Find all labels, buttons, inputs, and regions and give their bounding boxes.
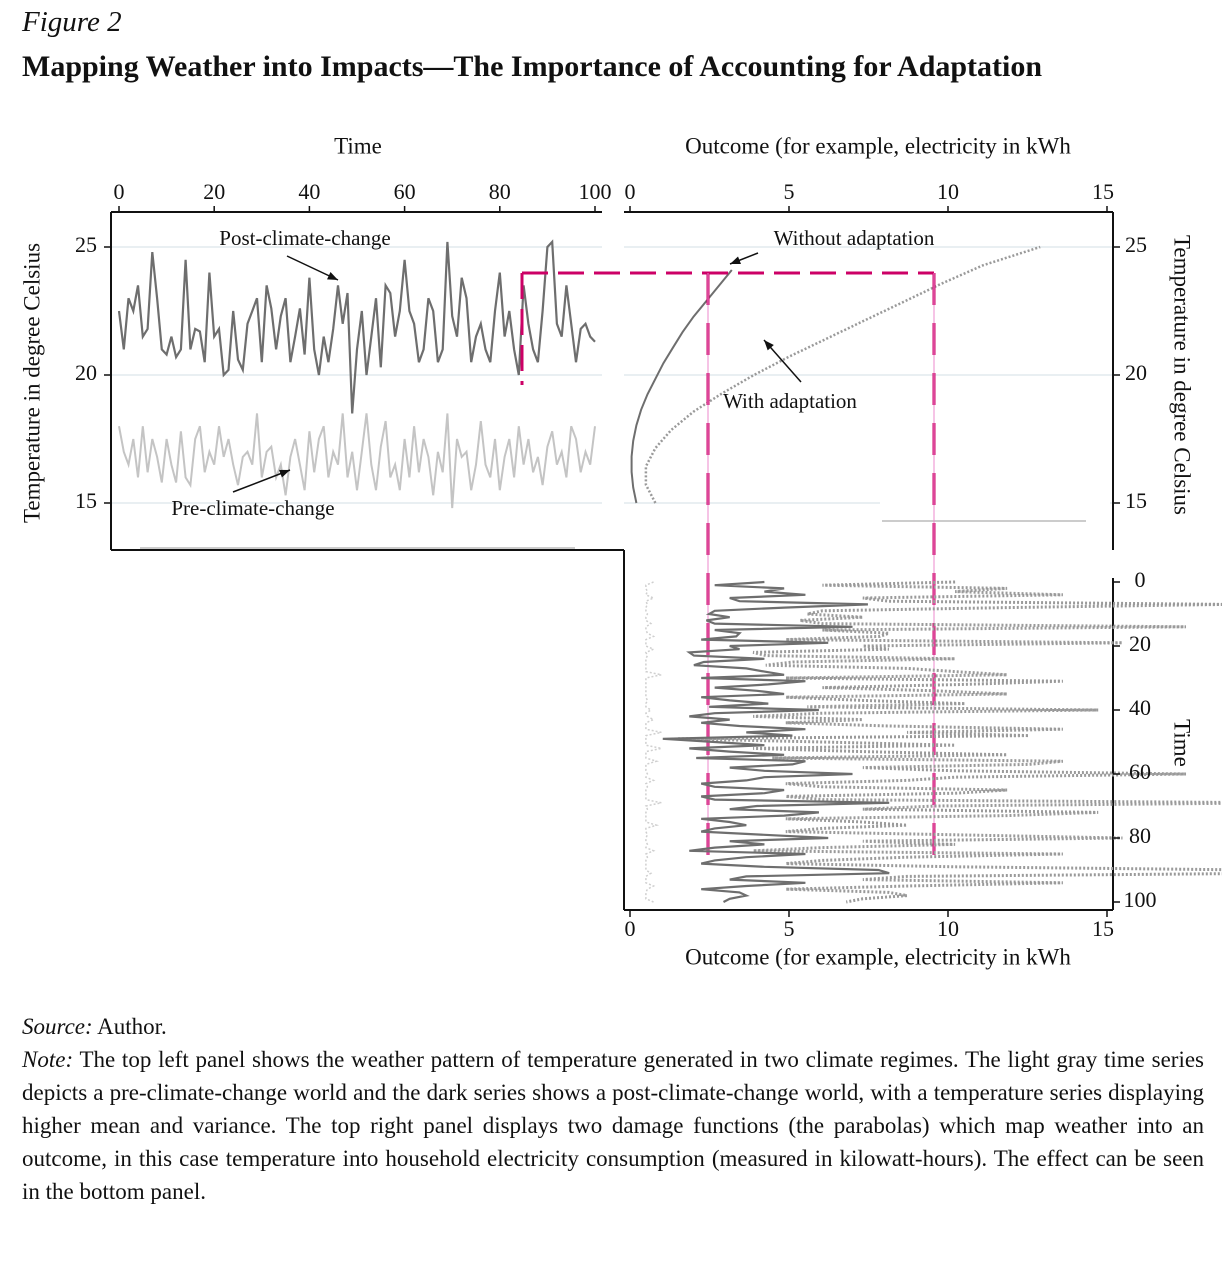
source-label: Source: <box>22 1014 93 1039</box>
temp-tick-label-left: 15 <box>75 488 97 514</box>
figure-caption <box>22 1010 1204 1208</box>
temp-axis-title-right: Temperature in degree Celsius <box>1169 234 1195 516</box>
time-tick-label-top: 40 <box>298 179 321 205</box>
time-tick-label-right: 100 <box>1123 887 1157 913</box>
post-climate-series <box>119 242 595 414</box>
time-tick-label-right: 20 <box>1129 631 1151 657</box>
time-tick-label-top: 20 <box>203 179 226 205</box>
bottom-without-adaptation-trace <box>663 582 889 902</box>
kwh-tick-label-top: 0 <box>624 179 636 205</box>
kwh-tick-label-bottom: 15 <box>1092 916 1114 942</box>
time-axis-title-top: Time <box>334 133 382 159</box>
source-text: Author. <box>97 1014 167 1039</box>
kwh-tick-label-top: 10 <box>937 179 959 205</box>
annotation-without-adaptation-arrow-head <box>730 256 741 264</box>
temp-axis-title-left: Temperature in degree Celsius <box>19 242 45 524</box>
pre-climate-series <box>119 413 595 508</box>
time-tick-label-top: 100 <box>578 179 612 205</box>
annotation-with-adaptation: With adaptation <box>723 388 857 413</box>
figure-title: Mapping Weather into Impacts—The Importance of Accounting for Adaptation <box>22 50 1043 83</box>
kwh-axis-title-bottom: Outcome (for example, electricity in kWh <box>685 944 1071 970</box>
temp-tick-label-left: 25 <box>75 232 97 258</box>
time-tick-label-top: 0 <box>113 179 125 205</box>
time-tick-label-right: 80 <box>1129 823 1151 849</box>
figure-label: Figure 2 <box>22 6 122 38</box>
note-text: The top left panel shows the weather pattern of temperature generated in two climate regimes. The light gray time series depicts a pre-climate-change world and the dark series shows a post-climate-change world, with a temperature series displaying higher mean and variance. The top right panel displays two damage functions (the parabolas) which map weather into an outcome, in this case temperature into household electricity consumption (measured in kilowatt-hours). The effect can be seen in the bottom panel. <box>22 1047 1204 1204</box>
time-axis-title-right: Time <box>1169 719 1195 767</box>
annotation-pre-climate: Pre-climate-change <box>171 495 335 520</box>
temp-tick-label-right: 15 <box>1125 488 1147 514</box>
time-tick-label-right: 60 <box>1129 759 1151 785</box>
note-label: Note: <box>22 1047 74 1072</box>
time-tick-label-top: 80 <box>488 179 511 205</box>
time-tick-label-right: 0 <box>1134 567 1146 593</box>
kwh-tick-label-top: 5 <box>783 179 795 205</box>
temp-tick-label-right: 20 <box>1125 360 1147 386</box>
kwh-tick-label-bottom: 0 <box>624 916 636 942</box>
time-tick-label-top: 60 <box>393 179 416 205</box>
kwh-axis-title-top: Outcome (for example, electricity in kWh <box>685 133 1071 159</box>
annotation-post-climate-arrow-head <box>327 272 338 280</box>
source-line <box>22 1010 1204 1043</box>
time-tick-label-right: 40 <box>1129 695 1151 721</box>
temp-tick-label-left: 20 <box>75 360 97 386</box>
annotation-post-climate: Post-climate-change <box>219 225 391 250</box>
kwh-tick-label-top: 15 <box>1092 179 1114 205</box>
kwh-tick-label-bottom: 5 <box>783 916 795 942</box>
bottom-pre-adaptation-trace <box>646 582 662 902</box>
note-line <box>22 1043 1204 1208</box>
kwh-tick-label-bottom: 10 <box>937 916 959 942</box>
right-panel-mask <box>880 490 1110 522</box>
temp-tick-label-right: 25 <box>1125 232 1147 258</box>
annotation-without-adaptation: Without adaptation <box>773 225 935 250</box>
